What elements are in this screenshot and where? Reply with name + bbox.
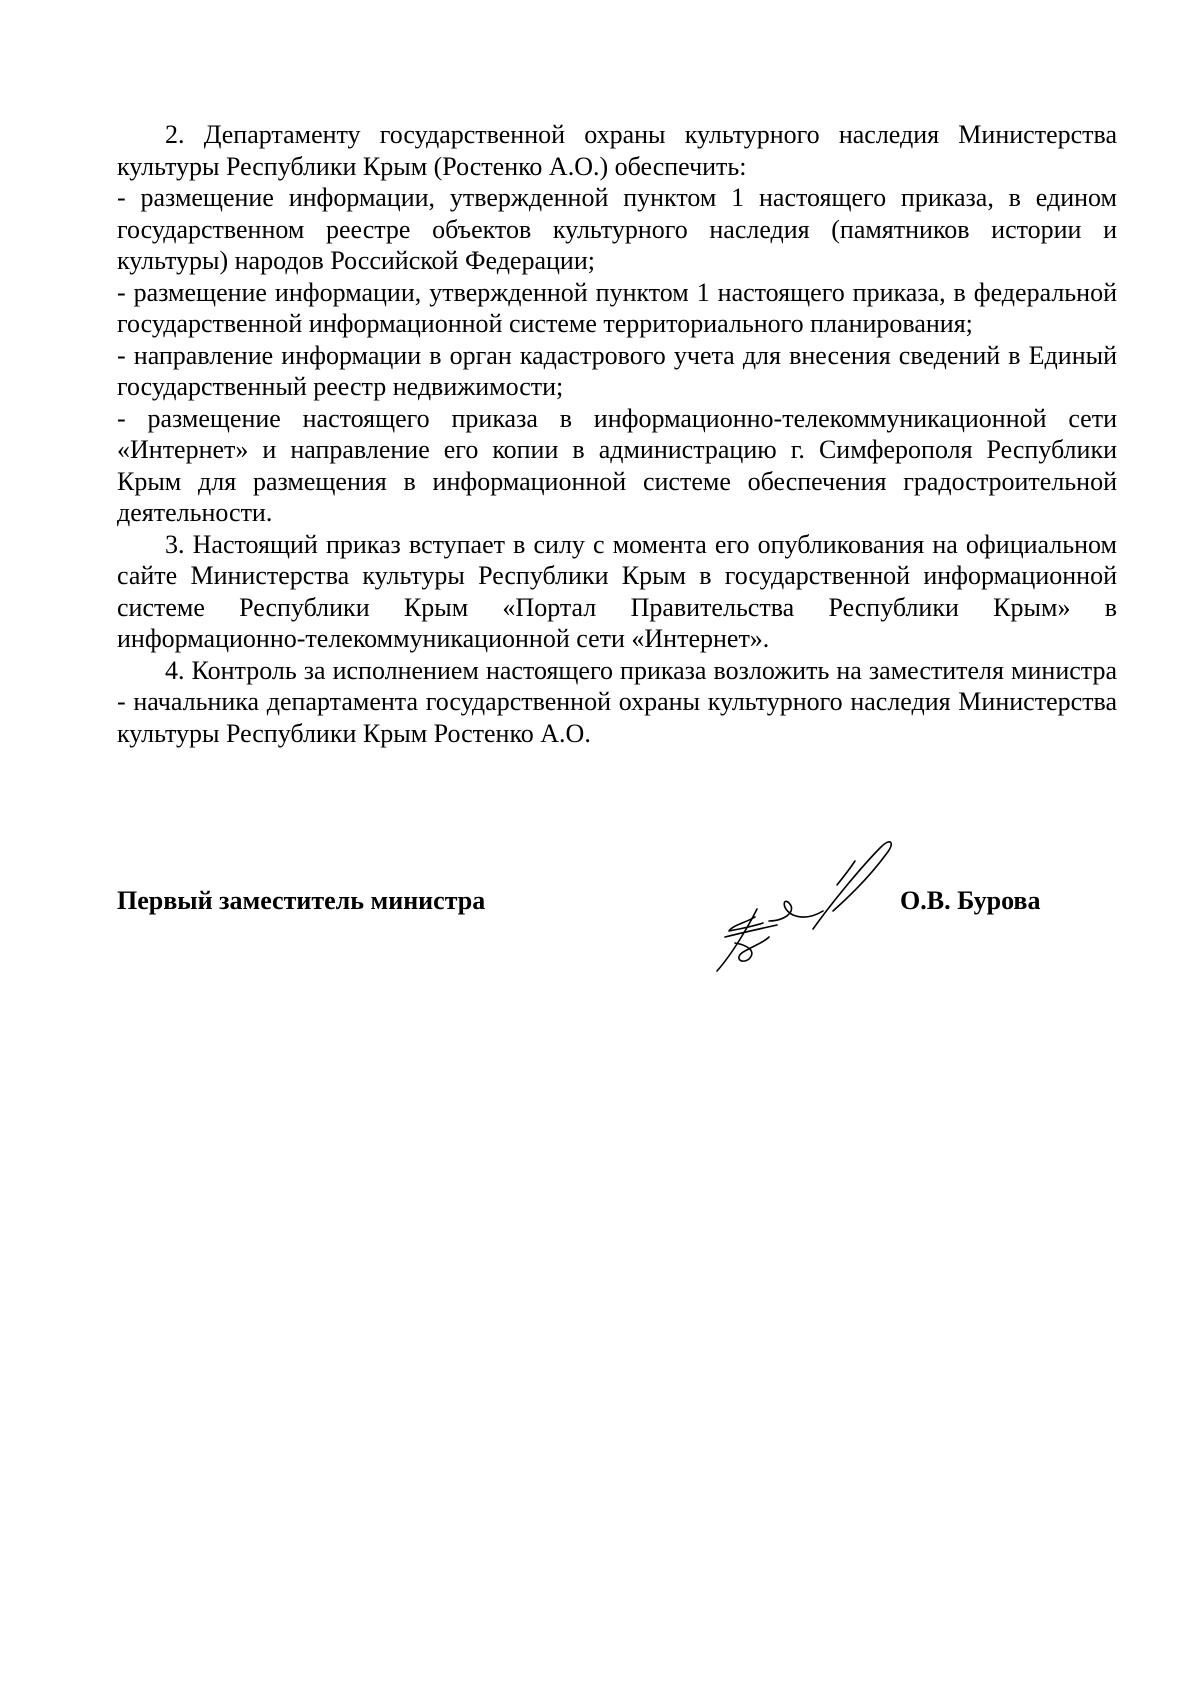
bullet-egrokn-placement: - размещение информации, утвержденной пунктом 1 настоящего приказа, в едином государственном реестре объектов культурного наследия (памятников истории и культуры) народов Российской Федерации; [117,183,1117,275]
handwritten-signature [637,825,897,975]
signatory-name: О.В. Бурова [900,886,1041,915]
paragraph-item-2: 2. Департаменту государственной охраны культурного наследия Министерства культуры Республики Крым (Ростенко А.О.) обеспечить: [117,120,1117,181]
document-body [117,119,1117,749]
paragraph-item-4: 4. Контроль за исполнением настоящего приказа возложить на заместителя министра - начальника департамента государственной охраны культурного наследия Министерства культуры Республики Крым Ростенко А.О. [117,655,1117,748]
signatory-position: Первый заместитель министра [117,886,486,915]
bullet-cadastral-direction: - направление информации в орган кадастрового учета для внесения сведений в Единый государственный реестр недвижимости; [117,340,1117,401]
bullet-internet-placement: - размещение настоящего приказа в информационно-телекоммуникационной сети «Интернет» и направление его копии в администрацию г. Симферополя Республики Крым для размещения в информационной системе обеспечения градостроительной деятельности. [117,403,1117,527]
paragraph-item-3: 3. Настоящий приказ вступает в силу с момента его опубликования на официальном сайте Министерства культуры Республики Крым в государственной информационной системе Республики Крым «Портал Правительства Республики Крым» в информационно-телекоммуникационной сети «Интернет». [117,529,1117,653]
bullet-fgis-tp-placement: - размещение информации, утвержденной пунктом 1 настоящего приказа, в федеральной государственной информационной системе территориального планирования; [117,277,1117,338]
signature-block [117,885,1117,1005]
